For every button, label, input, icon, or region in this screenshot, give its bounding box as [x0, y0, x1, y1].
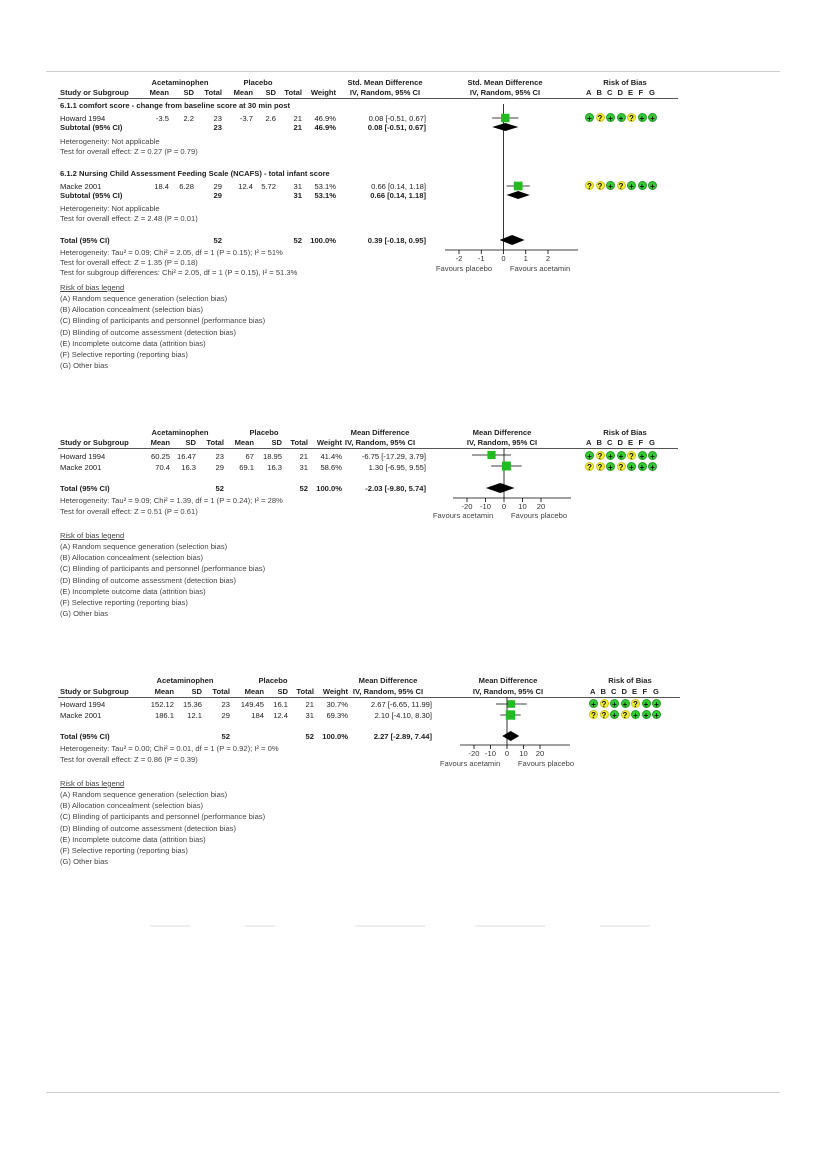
total-ctl: 52: [299, 484, 308, 493]
rob-letter-b: B: [600, 687, 606, 696]
rob-legend-item: (D) Blinding of outcome assessment (detection bias): [60, 327, 237, 337]
total-exp: 52: [215, 484, 224, 493]
subtotal-total-ctl: 21: [293, 123, 302, 132]
subtotal-total-ctl: 31: [293, 191, 302, 200]
total-ctl: 52: [293, 236, 302, 245]
sd-ctl: 16.3: [267, 463, 282, 472]
rob-legend-item: (G) Other bias: [60, 857, 109, 867]
rob-letter-g: G: [649, 88, 655, 97]
total-exp: 23: [213, 114, 222, 123]
rob-legend-item: (D) Blinding of outcome assessment (detection bias): [60, 575, 237, 585]
header-effect: Mean Difference: [358, 676, 418, 685]
rob-unclear-dot: ?: [631, 699, 640, 708]
rob-low-dot: +: [638, 462, 647, 471]
header-graph-method: IV, Random, 95% CI: [466, 438, 538, 447]
rob-low-dot: +: [606, 451, 615, 460]
x-tick-label: 1: [523, 254, 528, 263]
header-graph-method: IV, Random, 95% CI: [472, 687, 544, 696]
rob-unclear-dot: ?: [627, 113, 636, 122]
total-ctl: 21: [299, 452, 308, 461]
rob-letter-d: D: [617, 438, 623, 447]
total-label: Total (95% CI): [60, 484, 110, 493]
col-study: Study or Subgroup: [60, 438, 129, 447]
rob-letter-b: B: [596, 88, 602, 97]
total-overall-effect: Test for overall effect: Z = 0.86 (P = 0.39): [60, 755, 198, 764]
rob-unclear-dot: ?: [589, 710, 598, 719]
header-effect: Std. Mean Difference: [347, 78, 423, 87]
rob-low-dot: +: [638, 113, 647, 122]
rob-letter-f: F: [642, 687, 648, 696]
rob-letter-a: A: [586, 88, 592, 97]
total-diamond: [502, 731, 519, 741]
sd-exp: 6.28: [179, 182, 194, 191]
study-macke-2001: Macke 2001: [60, 711, 102, 720]
total-exp: 23: [221, 700, 230, 709]
header-effect: Mean Difference: [350, 428, 410, 437]
faint-ghost-strip: [245, 925, 275, 927]
rob-legend-item: (G) Other bias: [60, 609, 109, 619]
subtotal-total-exp: 29: [213, 191, 222, 200]
weight: 58.6%: [320, 463, 342, 472]
subgroup-2-title: 6.1.2 Nursing Child Assessment Feeding Scale (NCAFS) - total infant score: [60, 169, 330, 178]
col-mean-exp: Mean: [154, 687, 174, 696]
col-mean-exp: Mean: [149, 88, 169, 97]
faint-ghost-strip: [475, 925, 545, 927]
col-mean-ctl: Mean: [233, 88, 253, 97]
heterogeneity-note: Heterogeneity: Not applicable: [60, 204, 160, 213]
sd-exp: 16.3: [181, 463, 196, 472]
header-graph: Mean Difference: [472, 428, 532, 437]
sd-exp: 12.1: [187, 711, 202, 720]
header-placebo: Placebo: [243, 78, 273, 87]
total-effect-ci: 0.39 [-0.18, 0.95]: [367, 236, 426, 245]
rob-low-dot: +: [652, 710, 661, 719]
col-mean-ctl: Mean: [234, 438, 254, 447]
col-total-exp: Total: [212, 687, 230, 696]
mean-ctl: 184: [251, 711, 264, 720]
rob-low-dot: +: [606, 113, 615, 122]
mean-exp: 152.12: [150, 700, 174, 709]
study-square: [508, 700, 516, 708]
rob-unclear-dot: ?: [596, 451, 605, 460]
rob-letter-d: D: [621, 687, 627, 696]
rob-legend-item: (C) Blinding of participants and personnel (performance bias): [60, 812, 266, 822]
total-ctl: 31: [299, 463, 308, 472]
favours-right: Favours placebo: [510, 511, 568, 520]
effect-ci: 0.08 [-0.51, 0.67]: [368, 114, 426, 123]
total-label: Total (95% CI): [60, 236, 110, 245]
col-total-ctl: Total: [290, 438, 308, 447]
col-sd-exp: SD: [185, 438, 196, 447]
sd-ctl: 12.4: [273, 711, 288, 720]
col-sd-exp: SD: [191, 687, 202, 696]
rob-letter-c: C: [611, 687, 617, 696]
rob-low-dot: +: [627, 181, 636, 190]
rob-low-dot: +: [627, 462, 636, 471]
rob-low-dot: +: [589, 699, 598, 708]
header-graph: Mean Difference: [478, 676, 538, 685]
x-tick-label: 2: [545, 254, 551, 263]
rob-low-dot: +: [610, 710, 619, 719]
x-tick-label: 0: [501, 502, 507, 511]
subtotal-effect-ci: 0.66 [0.14, 1.18]: [370, 191, 426, 200]
rob-low-dot: +: [606, 462, 615, 471]
rob-low-dot: +: [585, 113, 594, 122]
rob-unclear-dot: ?: [596, 181, 605, 190]
favours-left: Favours acetamin: [439, 759, 501, 768]
total-label: Total (95% CI): [60, 732, 110, 741]
total-effect-ci: 2.27 [-2.89, 7.44]: [373, 732, 432, 741]
rob-letter-f: F: [638, 88, 644, 97]
rob-low-dot: +: [638, 451, 647, 460]
favours-left: Favours placebo: [435, 264, 493, 273]
effect-ci: 1.30 [-6.95, 9.55]: [368, 463, 426, 472]
rob-legend-item: (C) Blinding of participants and personnel (performance bias): [60, 316, 266, 326]
rob-letter-g: G: [653, 687, 659, 696]
sd-exp: 15.36: [182, 700, 202, 709]
header-effect-method: IV, Random, 95% CI: [349, 88, 421, 97]
rob-legend-title: Risk of bias legend: [60, 779, 125, 788]
x-tick-label: 0: [504, 749, 510, 758]
rob-letter-a: A: [586, 438, 592, 447]
rob-low-dot: +: [648, 181, 657, 190]
rob-letter-e: E: [632, 687, 638, 696]
heterogeneity-note: Heterogeneity: Not applicable: [60, 137, 160, 146]
total-ctl: 52: [305, 732, 314, 741]
rob-letter-c: C: [607, 88, 613, 97]
rob-legend-title: Risk of bias legend: [60, 531, 125, 540]
rob-low-dot: +: [621, 699, 630, 708]
rob-letter-e: E: [628, 88, 634, 97]
x-tick-label: -20: [461, 502, 473, 511]
rob-letter-c: C: [607, 438, 613, 447]
rob-unclear-dot: ?: [600, 699, 609, 708]
rob-legend-item: (C) Blinding of participants and personnel (performance bias): [60, 564, 266, 574]
mean-ctl: -3.7: [239, 114, 253, 123]
rob-unclear-dot: ?: [585, 462, 594, 471]
weight: 30.7%: [326, 700, 348, 709]
mean-exp: 186.1: [154, 711, 174, 720]
rob-legend-item: (E) Incomplete outcome data (attrition bias): [60, 338, 206, 348]
weight: 46.9%: [314, 114, 336, 123]
subtotal-label: Subtotal (95% CI): [60, 123, 123, 132]
rob-low-dot: +: [648, 451, 657, 460]
x-tick-label: -1: [477, 254, 485, 263]
col-total-ctl: Total: [296, 687, 314, 696]
rob-unclear-dot: ?: [596, 462, 605, 471]
overall-effect-test: Test for overall effect: Z = 2.48 (P = 0.01): [60, 214, 198, 223]
total-exp: 29: [213, 182, 222, 191]
subtotal-weight: 46.9%: [314, 123, 336, 132]
rob-legend-item: (F) Selective reporting (reporting bias): [60, 349, 188, 359]
effect-ci: -6.75 [-17.29, 3.79]: [361, 452, 426, 461]
subgroup-differences-test: Test for subgroup differences: Chi² = 2.05, df = 1 (P = 0.15), I² = 51.3%: [60, 268, 298, 277]
rob-legend-item: (A) Random sequence generation (selection bias): [60, 294, 228, 303]
rob-unclear-dot: ?: [600, 710, 609, 719]
col-sd-ctl: SD: [265, 88, 276, 97]
header-risk-of-bias: Risk of Bias: [603, 428, 647, 437]
mean-ctl: 149.45: [240, 700, 264, 709]
col-study: Study or Subgroup: [60, 687, 129, 696]
header-placebo: Placebo: [249, 428, 279, 437]
header-acetaminophen: Acetaminophen: [151, 428, 209, 437]
total-heterogeneity: Heterogeneity: Tau² = 0.09; Chi² = 2.05, df = 1 (P = 0.15); I² = 51%: [60, 248, 283, 257]
col-total-exp: Total: [204, 88, 222, 97]
rob-unclear-dot: ?: [621, 710, 630, 719]
col-mean-exp: Mean: [150, 438, 170, 447]
subtotal-total-exp: 23: [213, 123, 222, 132]
rob-unclear-dot: ?: [617, 462, 626, 471]
header-graph: Std. Mean Difference: [467, 78, 543, 87]
total-overall-effect: Test for overall effect: Z = 1.35 (P = 0.18): [60, 258, 198, 267]
total-overall-effect: Test for overall effect: Z = 0.51 (P = 0.61): [60, 507, 198, 516]
rob-low-dot: +: [648, 462, 657, 471]
effect-ci: 2.10 [-4.10, 8.30]: [374, 711, 432, 720]
rob-legend-item: (B) Allocation concealment (selection bias): [60, 801, 204, 811]
rob-low-dot: +: [648, 113, 657, 122]
overall-effect-test: Test for overall effect: Z = 0.27 (P = 0.79): [60, 147, 198, 156]
favours-left: Favours acetamin: [432, 511, 494, 520]
col-study: Study or Subgroup: [60, 88, 129, 97]
x-tick-label: 10: [519, 749, 528, 758]
rob-unclear-dot: ?: [627, 451, 636, 460]
mean-exp: 18.4: [154, 182, 169, 191]
total-exp: 23: [215, 452, 224, 461]
col-weight: Weight: [316, 438, 342, 447]
rob-legend-item: (A) Random sequence generation (selection bias): [60, 542, 228, 551]
study-square: [506, 710, 515, 719]
total-exp: 29: [221, 711, 230, 720]
rob-letter-b: B: [596, 438, 602, 447]
rob-legend: [60, 779, 265, 868]
rob-low-dot: +: [642, 699, 651, 708]
rob-letter-f: F: [638, 438, 644, 447]
x-tick-label: 0: [501, 254, 506, 263]
x-tick-label: -2: [455, 254, 463, 263]
rob-low-dot: +: [638, 181, 647, 190]
total-ctl: 31: [305, 711, 314, 720]
study-macke-2001: Macke 2001: [60, 182, 102, 191]
weight: 53.1%: [314, 182, 336, 191]
sd-ctl: 2.6: [265, 114, 276, 123]
faint-ghost-strip: [355, 925, 425, 927]
rob-letter-d: D: [617, 88, 623, 97]
sd-ctl: 5.72: [261, 182, 276, 191]
sd-exp: 16.47: [176, 452, 196, 461]
rob-low-dot: +: [610, 699, 619, 708]
total-exp: 29: [215, 463, 224, 472]
rob-unclear-dot: ?: [585, 181, 594, 190]
mean-exp: 70.4: [155, 463, 170, 472]
col-weight: Weight: [310, 88, 336, 97]
col-weight: Weight: [322, 687, 348, 696]
col-sd-ctl: SD: [271, 438, 282, 447]
rob-legend-item: (E) Incomplete outcome data (attrition bias): [60, 834, 206, 844]
col-total-exp: Total: [206, 438, 224, 447]
mean-exp: 60.25: [150, 452, 170, 461]
subtotal-weight: 53.1%: [314, 191, 336, 200]
rob-letter-a: A: [590, 687, 596, 696]
rob-low-dot: +: [585, 451, 594, 460]
rob-legend-item: (F) Selective reporting (reporting bias): [60, 597, 188, 607]
total-weight: 100.0%: [316, 484, 342, 493]
subgroup-1-title: 6.1.1 comfort score - change from baseline score at 30 min post: [60, 101, 290, 110]
mean-exp: -3.5: [155, 114, 169, 123]
col-sd-exp: SD: [183, 88, 194, 97]
rob-low-dot: +: [617, 113, 626, 122]
rob-letter-g: G: [649, 438, 655, 447]
favours-right: Favours placebo: [517, 759, 575, 768]
rob-low-dot: +: [652, 699, 661, 708]
header-risk-of-bias: Risk of Bias: [603, 78, 647, 87]
study-howard-1994: Howard 1994: [60, 114, 106, 123]
x-tick-label: -10: [480, 502, 491, 511]
sd-ctl: 16.1: [273, 700, 288, 709]
total-weight: 100.0%: [310, 236, 336, 245]
weight: 69.3%: [326, 711, 348, 720]
rob-low-dot: +: [642, 710, 651, 719]
x-tick-label: 20: [535, 749, 545, 758]
rob-legend-item: (E) Incomplete outcome data (attrition bias): [60, 586, 206, 596]
subtotal-effect-ci: 0.08 [-0.51, 0.67]: [367, 123, 426, 132]
rob-low-dot: +: [617, 451, 626, 460]
rob-unclear-dot: ?: [617, 181, 626, 190]
x-tick-label: -10: [485, 749, 496, 758]
faint-ghost-strip: [150, 925, 190, 927]
header-graph-method: IV, Random, 95% CI: [469, 88, 541, 97]
rob-letter-e: E: [628, 438, 634, 447]
study-howard-1994: Howard 1994: [60, 452, 106, 461]
study-macke-2001: Macke 2001: [60, 463, 102, 472]
total-exp: 52: [213, 236, 222, 245]
rob-legend-item: (G) Other bias: [60, 361, 109, 371]
rob-legend-item: (B) Allocation concealment (selection bias): [60, 305, 204, 315]
col-mean-ctl: Mean: [244, 687, 264, 696]
rob-low-dot: +: [606, 181, 615, 190]
favours-right: Favours acetamin: [509, 264, 571, 273]
page-bottom-rule: [46, 1092, 780, 1093]
rob-legend-title: Risk of bias legend: [60, 283, 125, 292]
effect-ci: 2.67 [-6.65, 11.99]: [370, 700, 432, 709]
total-heterogeneity: Heterogeneity: Tau² = 0.00; Chi² = 0.01, df = 1 (P = 0.92); I² = 0%: [60, 744, 279, 753]
subtotal-label: Subtotal (95% CI): [60, 191, 123, 200]
sd-ctl: 18.95: [262, 452, 282, 461]
x-tick-label: -20: [468, 749, 480, 758]
weight: 41.4%: [320, 452, 342, 461]
total-heterogeneity: Heterogeneity: Tau² = 9.09; Chi² = 1.39, df = 1 (P = 0.24); I² = 28%: [60, 496, 283, 505]
mean-ctl: 67: [245, 452, 254, 461]
x-tick-label: 20: [536, 502, 546, 511]
total-exp: 52: [221, 732, 230, 741]
total-ctl: 21: [293, 114, 302, 123]
mean-ctl: 69.1: [239, 463, 254, 472]
col-sd-ctl: SD: [277, 687, 288, 696]
rob-legend-item: (F) Selective reporting (reporting bias): [60, 845, 188, 855]
header-risk-of-bias: Risk of Bias: [608, 676, 652, 685]
header-effect-method: IV, Random, 95% CI: [344, 438, 416, 447]
mean-ctl: 12.4: [238, 182, 253, 191]
header-acetaminophen: Acetaminophen: [151, 78, 209, 87]
header-effect-method: IV, Random, 95% CI: [352, 687, 424, 696]
rob-legend-item: (A) Random sequence generation (selection bias): [60, 790, 228, 799]
faint-ghost-strip: [600, 925, 650, 927]
rob-legend-item: (D) Blinding of outcome assessment (detection bias): [60, 823, 237, 833]
total-weight: 100.0%: [322, 732, 348, 741]
header-acetaminophen: Acetaminophen: [156, 676, 214, 685]
study-howard-1994: Howard 1994: [60, 700, 106, 709]
header-placebo: Placebo: [258, 676, 288, 685]
effect-ci: 0.66 [0.14, 1.18]: [371, 182, 426, 191]
sd-exp: 2.2: [183, 114, 194, 123]
col-total-ctl: Total: [284, 88, 302, 97]
x-tick-label: 10: [518, 502, 527, 511]
rob-legend-item: (B) Allocation concealment (selection bias): [60, 553, 204, 563]
rob-low-dot: +: [631, 710, 640, 719]
total-ctl: 21: [305, 700, 314, 709]
rob-unclear-dot: ?: [596, 113, 605, 122]
total-ctl: 31: [293, 182, 302, 191]
total-effect-ci: -2.03 [-9.80, 5.74]: [365, 484, 426, 493]
